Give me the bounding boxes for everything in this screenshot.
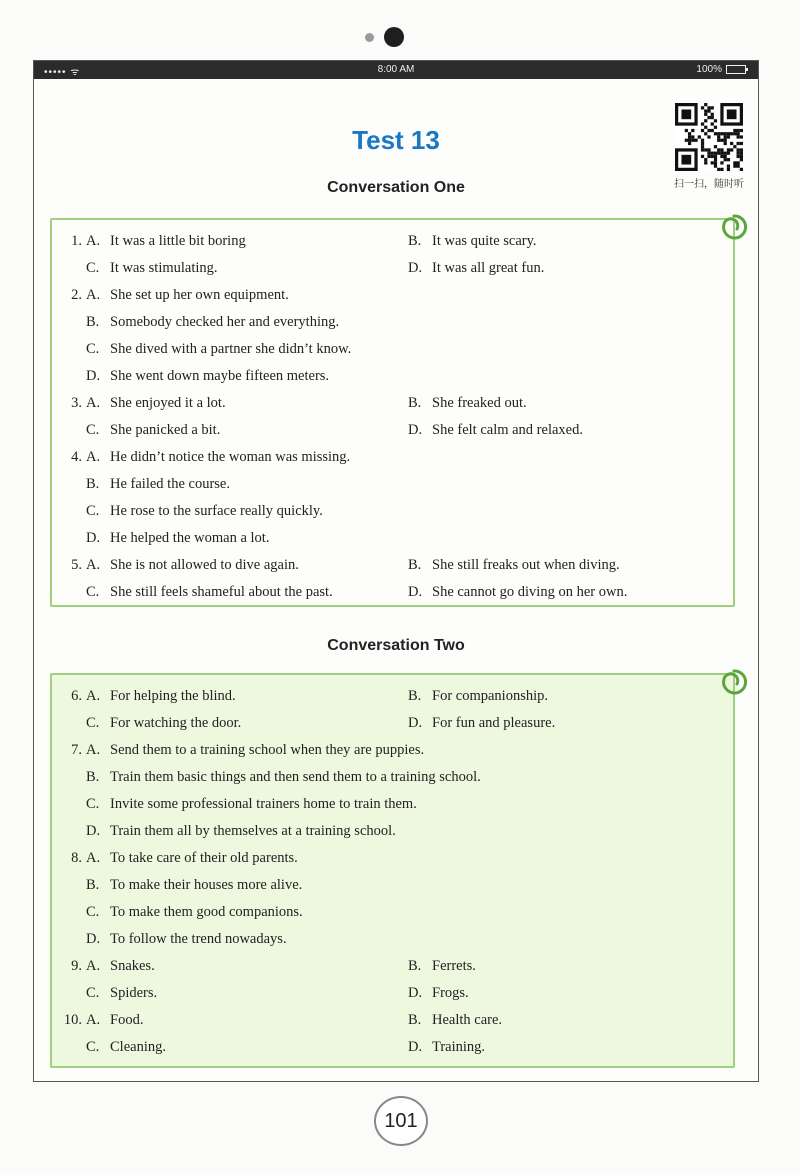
sensor-dot <box>365 33 374 42</box>
option-left[interactable] <box>86 579 333 606</box>
question-row <box>60 444 730 471</box>
option-letter: C. <box>86 260 100 276</box>
option-text: For companionship. <box>432 688 548 704</box>
option-text: To take care of their old parents. <box>110 850 298 866</box>
status-time: 8:00 AM <box>377 64 415 75</box>
option-left[interactable] <box>86 336 351 363</box>
option-left[interactable] <box>86 818 396 845</box>
option-letter: B. <box>408 233 422 249</box>
option-left[interactable] <box>86 980 157 1007</box>
option-left[interactable] <box>86 926 287 953</box>
question-number: 9. <box>71 958 82 974</box>
question-row <box>60 228 730 255</box>
option-text: For helping the blind. <box>110 688 236 704</box>
option-text: Snakes. <box>110 958 155 974</box>
option-left[interactable] <box>86 390 226 417</box>
option-right[interactable] <box>408 1034 485 1061</box>
option-letter: C. <box>86 503 100 519</box>
option-text: Send them to a training school when they are puppies. <box>110 742 425 758</box>
option-text: To follow the trend nowadays. <box>110 931 287 947</box>
option-letter: D. <box>408 422 423 438</box>
question-row <box>60 390 730 417</box>
option-letter: A. <box>86 1012 101 1028</box>
option-text: Frogs. <box>432 985 469 1001</box>
question-row <box>60 255 730 282</box>
question-number: 5. <box>71 557 82 573</box>
option-letter: C. <box>86 1039 100 1055</box>
option-left[interactable] <box>86 1034 166 1061</box>
option-text: Invite some professional trainers home to train them. <box>110 796 417 812</box>
conversation-two-box <box>50 673 735 1068</box>
camera-dot <box>384 27 404 47</box>
option-letter: C. <box>86 985 100 1001</box>
option-text: It was all great fun. <box>432 260 545 276</box>
option-letter: B. <box>86 476 100 492</box>
option-right[interactable] <box>408 710 555 737</box>
question-row <box>60 363 730 390</box>
option-text: He failed the course. <box>110 476 230 492</box>
option-left[interactable] <box>86 498 323 525</box>
option-text: She is not allowed to dive again. <box>110 557 299 573</box>
option-text: It was stimulating. <box>110 260 218 276</box>
question-number: 4. <box>71 449 82 465</box>
question-number: 3. <box>71 395 82 411</box>
option-letter: B. <box>86 877 100 893</box>
question-row <box>60 710 730 737</box>
page-number: 101 <box>374 1096 428 1146</box>
option-letter: C. <box>86 584 100 600</box>
question-row <box>60 737 730 764</box>
option-left[interactable] <box>86 872 302 899</box>
option-right[interactable] <box>408 579 627 606</box>
option-text: She went down maybe fifteen meters. <box>110 368 330 384</box>
question-row <box>60 791 730 818</box>
question-number: 6. <box>71 688 82 704</box>
camera-indicator <box>362 26 422 50</box>
question-number: 10. <box>63 1012 82 1028</box>
option-right[interactable] <box>408 255 544 282</box>
option-text: Food. <box>110 1012 144 1028</box>
battery-indicator <box>696 64 746 75</box>
question-row <box>60 336 730 363</box>
option-letter: C. <box>86 715 100 731</box>
question-number: 7. <box>71 742 82 758</box>
option-left[interactable] <box>86 791 417 818</box>
option-left[interactable] <box>86 471 230 498</box>
option-letter: A. <box>86 688 101 704</box>
battery-icon <box>726 65 746 74</box>
option-left[interactable] <box>86 282 289 309</box>
option-right[interactable] <box>408 390 527 417</box>
option-letter: D. <box>408 1039 423 1055</box>
option-text: She freaked out. <box>432 395 527 411</box>
qr-code-icon[interactable] <box>675 103 743 171</box>
option-text: To make them good companions. <box>110 904 303 920</box>
conversation-two-heading: Conversation Two <box>327 637 465 654</box>
battery-text: 100% <box>696 64 722 75</box>
question-number: 8. <box>71 850 82 866</box>
option-left[interactable] <box>86 255 218 282</box>
option-text: He helped the woman a lot. <box>110 530 270 546</box>
conversation-one-box <box>50 218 735 607</box>
option-left[interactable] <box>86 683 236 710</box>
option-right[interactable] <box>408 1007 502 1034</box>
option-letter: D. <box>86 530 101 546</box>
option-letter: C. <box>86 904 100 920</box>
conversation-two-questions <box>60 683 730 1061</box>
option-letter: B. <box>408 557 422 573</box>
option-text: She enjoyed it a lot. <box>110 395 226 411</box>
option-text: Spiders. <box>110 985 158 1001</box>
question-row <box>60 525 730 552</box>
option-text: It was a little bit boring <box>110 233 246 249</box>
option-letter: B. <box>86 769 100 785</box>
option-text: For fun and pleasure. <box>432 715 556 731</box>
tablet-screen <box>33 60 759 1082</box>
option-letter: D. <box>86 368 101 384</box>
option-letter: A. <box>86 287 101 303</box>
question-row <box>60 1007 730 1034</box>
question-row <box>60 953 730 980</box>
option-letter: A. <box>86 233 101 249</box>
option-left[interactable] <box>86 417 220 444</box>
question-row <box>60 1034 730 1061</box>
option-text: Train them all by themselves at a training school. <box>110 823 396 839</box>
option-right[interactable] <box>408 953 476 980</box>
question-row <box>60 764 730 791</box>
question-row <box>60 471 730 498</box>
option-letter: D. <box>408 715 423 731</box>
qr-caption: 扫一扫，随时听 <box>674 179 744 190</box>
option-text: He rose to the surface really quickly. <box>110 503 323 519</box>
option-left[interactable] <box>86 552 299 579</box>
option-letter: B. <box>86 314 100 330</box>
option-letter: D. <box>408 985 423 1001</box>
option-letter: B. <box>408 1012 422 1028</box>
option-text: Health care. <box>432 1012 503 1028</box>
option-text: She cannot go diving on her own. <box>432 584 628 600</box>
option-text: Ferrets. <box>432 958 476 974</box>
option-left[interactable] <box>86 737 424 764</box>
option-text: Somebody checked her and everything. <box>110 314 340 330</box>
option-letter: C. <box>86 341 100 357</box>
question-number: 1. <box>71 233 82 249</box>
question-row <box>60 282 730 309</box>
page-title: Test 13 <box>352 125 440 155</box>
option-letter: D. <box>408 584 423 600</box>
option-text: Training. <box>432 1039 486 1055</box>
option-letter: B. <box>408 688 422 704</box>
option-letter: D. <box>408 260 423 276</box>
question-row <box>60 309 730 336</box>
question-row <box>60 417 730 444</box>
option-text: It was quite scary. <box>432 233 537 249</box>
question-row <box>60 683 730 710</box>
conversation-one-questions <box>60 228 730 606</box>
question-number: 2. <box>71 287 82 303</box>
option-text: For watching the door. <box>110 715 242 731</box>
option-right[interactable] <box>408 552 620 579</box>
option-left[interactable] <box>86 363 329 390</box>
option-left[interactable] <box>86 710 241 737</box>
option-text: Train them basic things and then send them to a training school. <box>110 769 481 785</box>
option-left[interactable] <box>86 953 155 980</box>
option-left[interactable] <box>86 764 481 791</box>
status-bar <box>34 61 758 79</box>
option-text: She dived with a partner she didn’t know. <box>110 341 352 357</box>
question-row <box>60 498 730 525</box>
option-right[interactable] <box>408 980 469 1007</box>
option-letter: A. <box>86 742 101 758</box>
question-row <box>60 980 730 1007</box>
option-text: She still freaks out when diving. <box>432 557 620 573</box>
option-text: She set up her own equipment. <box>110 287 289 303</box>
option-left[interactable] <box>86 525 269 552</box>
question-row <box>60 899 730 926</box>
option-letter: A. <box>86 557 101 573</box>
question-row <box>60 872 730 899</box>
option-left[interactable] <box>86 845 298 872</box>
conversation-one-heading: Conversation One <box>327 179 465 196</box>
option-text: He didn’t notice the woman was missing. <box>110 449 351 465</box>
option-right[interactable] <box>408 683 548 710</box>
option-text: She panicked a bit. <box>110 422 221 438</box>
option-text: She still feels shameful about the past. <box>110 584 333 600</box>
question-row <box>60 845 730 872</box>
option-letter: C. <box>86 796 100 812</box>
option-left[interactable] <box>86 228 246 255</box>
option-left[interactable] <box>86 444 350 471</box>
option-left[interactable] <box>86 899 303 926</box>
question-row <box>60 552 730 579</box>
option-right[interactable] <box>408 417 583 444</box>
option-right[interactable] <box>408 228 537 255</box>
option-letter: A. <box>86 395 101 411</box>
option-letter: B. <box>408 395 422 411</box>
option-left[interactable] <box>86 309 339 336</box>
option-letter: A. <box>86 958 101 974</box>
option-text: To make their houses more alive. <box>110 877 303 893</box>
option-letter: C. <box>86 422 100 438</box>
option-letter: A. <box>86 850 101 866</box>
option-letter: B. <box>408 958 422 974</box>
option-text: Cleaning. <box>110 1039 166 1055</box>
option-left[interactable] <box>86 1007 143 1034</box>
question-row <box>60 926 730 953</box>
option-text: She felt calm and relaxed. <box>432 422 583 438</box>
question-row <box>60 579 730 606</box>
option-letter: D. <box>86 823 101 839</box>
option-letter: D. <box>86 931 101 947</box>
option-letter: A. <box>86 449 101 465</box>
signal-indicator: ••••• ᯤ <box>44 67 81 78</box>
question-row <box>60 818 730 845</box>
